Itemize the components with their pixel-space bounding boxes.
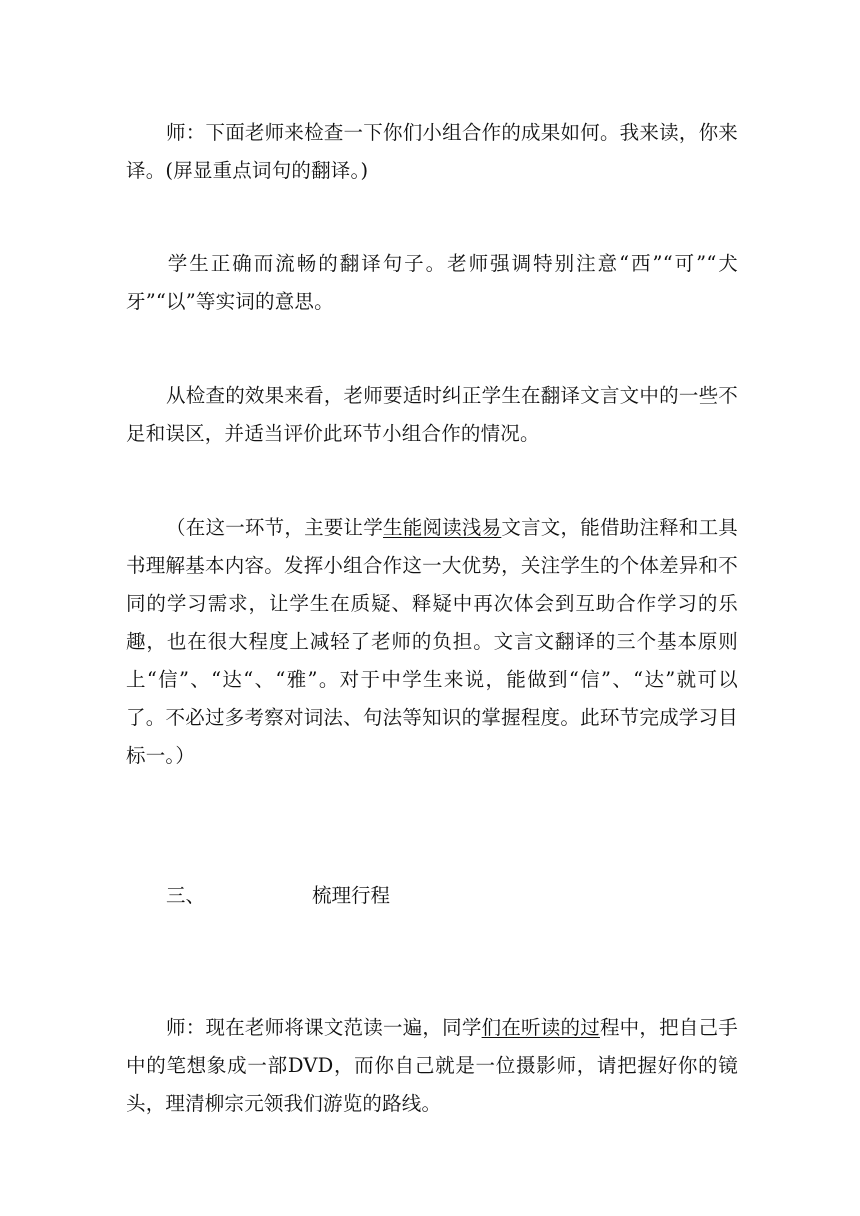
paragraph-check-effect [126,377,738,453]
paragraph-design-note-underlined: 生能阅读浅易 [383,516,502,539]
section-heading [166,877,390,915]
paragraph-design-note-start: （在这一环节，主要让学 [166,516,383,539]
section-heading-title: 梳理行程 [312,884,391,907]
paragraph-teacher-check [126,114,738,190]
paragraph-design-note [126,509,738,775]
paragraph-teacher-reading-rest: 程中，把自己手中的笔想象成一部DVD，而你自己就是一位摄影师，请把握好你的镜头，理清柳宗元领我们游览的路线。 [126,1016,738,1115]
paragraph-student-translate [126,245,738,321]
paragraph-student-translate-text: 学生正确而流畅的翻译句子。老师强调特别注意“西”“可”“犬牙”“以”等实词的意思。 [126,252,738,313]
section-heading-number: 三、 [166,884,206,907]
paragraph-teacher-reading-start: 师：现在老师将课文范读一遍，同学 [166,1016,482,1039]
paragraph-teacher-check-text: 师：下面老师来检查一下你们小组合作的成果如何。我来读，你来译。(屏显重点词句的翻译。) [126,121,738,182]
paragraph-check-effect-text: 从检查的效果来看，老师要适时纠正学生在翻译文言文中的一些不足和误区，并适当评价此环节小组合作的情况。 [126,384,738,445]
paragraph-design-note-rest: 文言文，能借助注释和工具书理解基本内容。发挥小组合作这一大优势，关注学生的个体差异和不同的学习需求，让学生在质疑、释疑中再次体会到互助合作学习的乐趣，也在很大程度上减轻了老师的负担。文言文翻译的三个基本原则上“信”、“达“、“雅”。对于中学生来说，能做到“信”、“达”就可以了。不必过多考察对词法、句法等知识的掌握程度。此环节完成学习目标一。） [126,516,739,767]
paragraph-teacher-reading-underlined: 们在听读的过 [481,1016,600,1039]
paragraph-teacher-reading [126,1009,738,1123]
